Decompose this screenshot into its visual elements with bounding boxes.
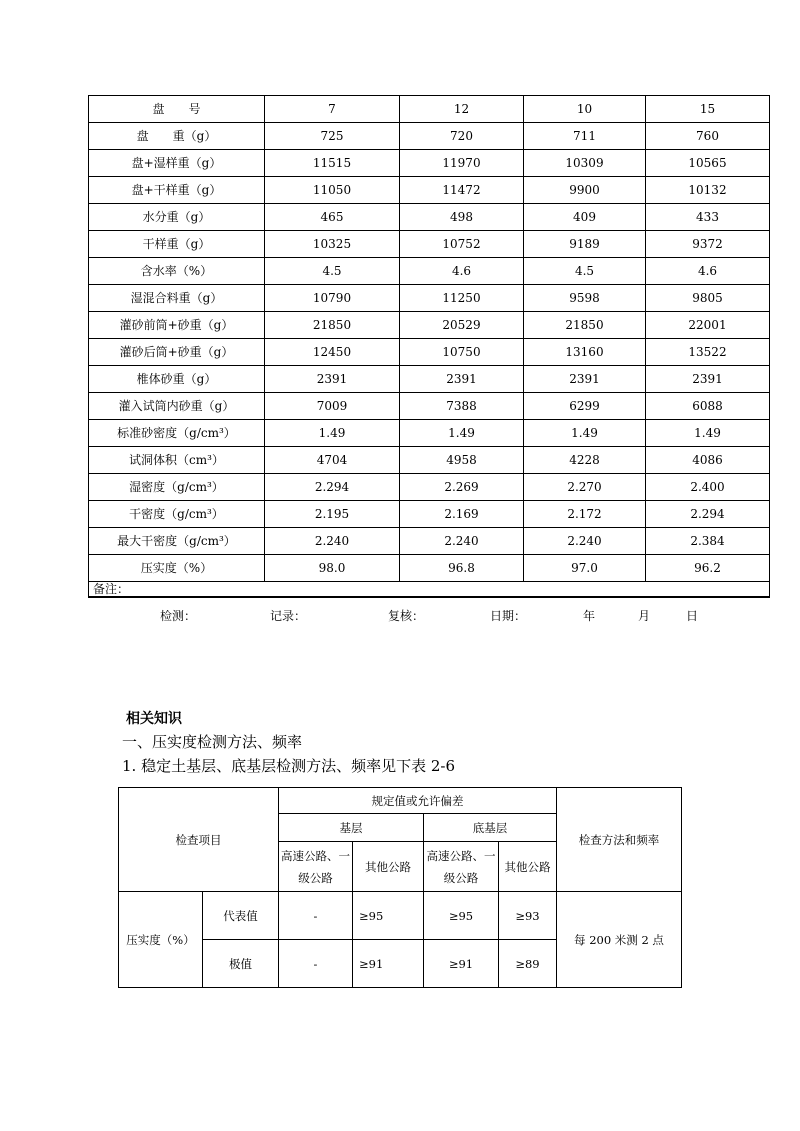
month-label: 月 [638, 609, 651, 623]
cell-value: 22001 [646, 312, 770, 339]
cell-value: 96.8 [400, 555, 524, 582]
cell-value: 2.169 [400, 501, 524, 528]
rep-base-other: ≥95 [353, 892, 424, 940]
rep-subbase-other: ≥93 [499, 892, 557, 940]
cell-value: 15 [646, 96, 770, 123]
cell-value: 409 [524, 204, 646, 231]
cell-value: 21850 [265, 312, 400, 339]
base-other-header: 其他公路 [353, 842, 424, 892]
cell-value: 4.5 [524, 258, 646, 285]
table-row [89, 258, 770, 285]
cell-value: 10750 [400, 339, 524, 366]
table-row [89, 555, 770, 582]
cell-value: 11050 [265, 177, 400, 204]
date-label: 日期： [490, 609, 527, 623]
cell-value: 2.270 [524, 474, 646, 501]
recorder-label: 记录： [270, 609, 307, 623]
cell-value: 10132 [646, 177, 770, 204]
cell-value: 96.2 [646, 555, 770, 582]
table-row [89, 177, 770, 204]
row-label: 灌入试筒内砂重（g） [89, 393, 265, 420]
cell-value: 2391 [265, 366, 400, 393]
table-row [89, 366, 770, 393]
representative-label: 代表值 [203, 892, 279, 940]
cell-value: 6088 [646, 393, 770, 420]
knowledge-line-1: 一、压实度检测方法、频率 [122, 733, 303, 751]
cell-value: 2.240 [265, 528, 400, 555]
row-label: 盘 重（g） [89, 123, 265, 150]
cell-value: 9805 [646, 285, 770, 312]
cell-value: 11970 [400, 150, 524, 177]
cell-value: 2.240 [400, 528, 524, 555]
row-label: 最大干密度（g/cm³） [89, 528, 265, 555]
day-label: 日 [686, 609, 699, 623]
row-label: 灌砂后筒+砂重（g） [89, 339, 265, 366]
row-label: 盘+干样重（g） [89, 177, 265, 204]
year-label: 年 [583, 609, 596, 623]
cell-value: 98.0 [265, 555, 400, 582]
base-highway-header: 高速公路、一级公路 [279, 842, 353, 892]
extreme-label: 极值 [203, 940, 279, 988]
cell-value: 1.49 [265, 420, 400, 447]
cell-value: 1.49 [400, 420, 524, 447]
cell-value: 11515 [265, 150, 400, 177]
cell-value: 9189 [524, 231, 646, 258]
lim-base-other: ≥91 [353, 940, 424, 988]
table-row [89, 312, 770, 339]
subbase-highway-header: 高速公路、一级公路 [424, 842, 499, 892]
compaction-label: 压实度（%） [119, 892, 203, 988]
cell-value: 9372 [646, 231, 770, 258]
cell-value: 2.384 [646, 528, 770, 555]
cell-value: 2391 [400, 366, 524, 393]
cell-value: 11472 [400, 177, 524, 204]
rep-subbase-highway: ≥95 [424, 892, 499, 940]
cell-value: 10325 [265, 231, 400, 258]
check-item-header: 检查项目 [119, 788, 279, 892]
cell-value: 2.240 [524, 528, 646, 555]
cell-value: 4.6 [400, 258, 524, 285]
table-row [89, 204, 770, 231]
table-row [89, 420, 770, 447]
table-row [89, 528, 770, 555]
cell-value: 6299 [524, 393, 646, 420]
base-header: 基层 [279, 814, 424, 842]
cell-value: 7009 [265, 393, 400, 420]
cell-value: 2.400 [646, 474, 770, 501]
table-row [89, 339, 770, 366]
cell-value: 498 [400, 204, 524, 231]
cell-value: 1.49 [524, 420, 646, 447]
rep-base-highway: - [279, 892, 353, 940]
cell-value: 725 [265, 123, 400, 150]
row-label: 标准砂密度（g/cm³） [89, 420, 265, 447]
row-label: 含水率（%） [89, 258, 265, 285]
reviewer-label: 复核： [388, 609, 425, 623]
cell-value: 720 [400, 123, 524, 150]
cell-value: 10565 [646, 150, 770, 177]
cell-value: 9598 [524, 285, 646, 312]
row-label: 湿密度（g/cm³） [89, 474, 265, 501]
table-row [89, 447, 770, 474]
table-row [89, 123, 770, 150]
cell-value: 9900 [524, 177, 646, 204]
cell-value: 2391 [646, 366, 770, 393]
cell-value: 11250 [400, 285, 524, 312]
subbase-other-header: 其他公路 [499, 842, 557, 892]
cell-value: 4228 [524, 447, 646, 474]
cell-value: 2.172 [524, 501, 646, 528]
cell-value: 13522 [646, 339, 770, 366]
cell-value: 7 [265, 96, 400, 123]
cell-value: 10752 [400, 231, 524, 258]
row-label: 干密度（g/cm³） [89, 501, 265, 528]
cell-value: 10790 [265, 285, 400, 312]
method-header: 检查方法和频率 [557, 788, 682, 892]
cell-value: 97.0 [524, 555, 646, 582]
row-label: 灌砂前筒+砂重（g） [89, 312, 265, 339]
row-label: 湿混合料重（g） [89, 285, 265, 312]
subbase-header: 底基层 [424, 814, 557, 842]
lim-base-highway: - [279, 940, 353, 988]
table-row [89, 285, 770, 312]
method-value: 每 200 米测 2 点 [557, 892, 682, 988]
cell-value: 2.269 [400, 474, 524, 501]
cell-value: 2391 [524, 366, 646, 393]
row-label: 水分重（g） [89, 204, 265, 231]
cell-value: 4.5 [265, 258, 400, 285]
table-row [89, 474, 770, 501]
cell-value: 12450 [265, 339, 400, 366]
remarks-label: 备注： [89, 582, 770, 598]
spec-header: 规定值或允许偏差 [279, 788, 557, 814]
cell-value: 711 [524, 123, 646, 150]
cell-value: 4704 [265, 447, 400, 474]
compaction-test-table [88, 95, 770, 598]
cell-value: 2.195 [265, 501, 400, 528]
cell-value: 2.294 [265, 474, 400, 501]
spec-table [118, 787, 682, 988]
cell-value: 2.294 [646, 501, 770, 528]
table-row [89, 150, 770, 177]
row-label: 干样重（g） [89, 231, 265, 258]
cell-value: 4086 [646, 447, 770, 474]
cell-value: 760 [646, 123, 770, 150]
cell-value: 465 [265, 204, 400, 231]
row-label: 试洞体积（cm³） [89, 447, 265, 474]
knowledge-line-2: 1. 稳定土基层、底基层检测方法、频率见下表 2-6 [122, 757, 456, 775]
cell-value: 4.6 [646, 258, 770, 285]
table-row [89, 393, 770, 420]
lim-subbase-other: ≥89 [499, 940, 557, 988]
cell-value: 13160 [524, 339, 646, 366]
table-row [89, 231, 770, 258]
row-label: 盘 号 [89, 96, 265, 123]
lim-subbase-highway: ≥91 [424, 940, 499, 988]
table-row [89, 96, 770, 123]
cell-value: 12 [400, 96, 524, 123]
cell-value: 21850 [524, 312, 646, 339]
inspector-label: 检测： [160, 609, 197, 623]
cell-value: 20529 [400, 312, 524, 339]
knowledge-title: 相关知识 [126, 711, 182, 727]
cell-value: 10 [524, 96, 646, 123]
row-label: 椎体砂重（g） [89, 366, 265, 393]
cell-value: 4958 [400, 447, 524, 474]
cell-value: 10309 [524, 150, 646, 177]
cell-value: 1.49 [646, 420, 770, 447]
cell-value: 433 [646, 204, 770, 231]
row-label: 压实度（%） [89, 555, 265, 582]
row-label: 盘+湿样重（g） [89, 150, 265, 177]
table-row [89, 501, 770, 528]
cell-value: 7388 [400, 393, 524, 420]
